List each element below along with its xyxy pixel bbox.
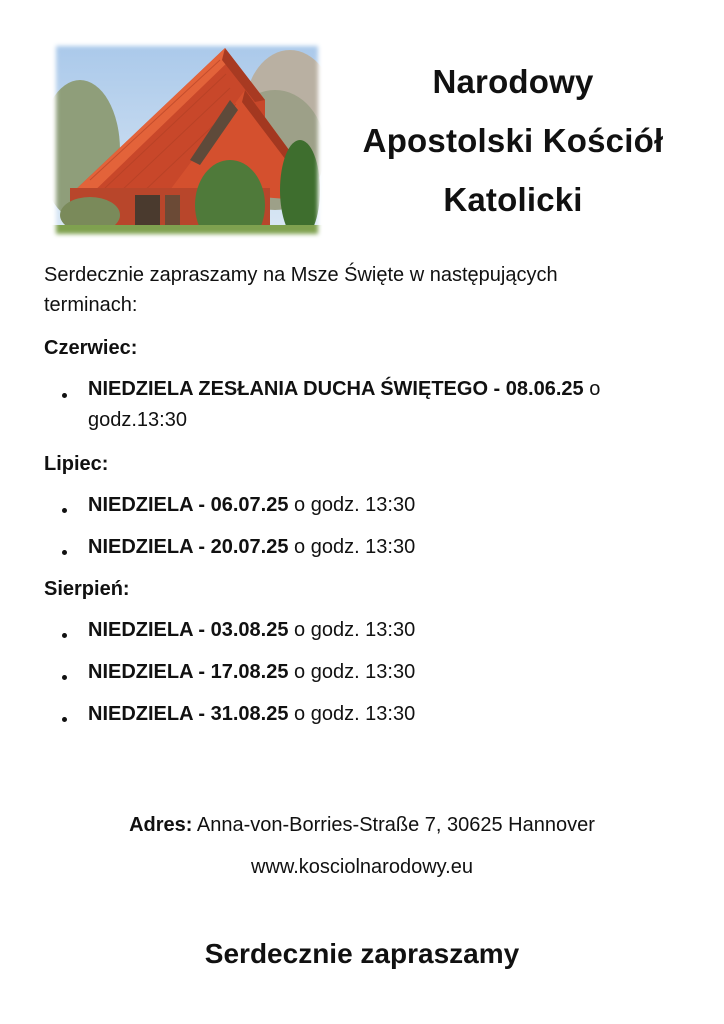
event-time: o godz.13:30 xyxy=(88,378,601,431)
month-heading-june: Czerwiec: xyxy=(44,337,138,359)
address xyxy=(0,814,724,837)
month-heading-august: Sierpień: xyxy=(44,578,130,600)
bullet-icon xyxy=(62,675,67,680)
closing-text: Serdecznie zapraszamy xyxy=(204,938,520,969)
intro-text: Serdecznie zapraszamy na Msze Święte w następujących terminach: xyxy=(44,264,558,316)
bullet-icon xyxy=(62,717,67,722)
title-line-3: Katolicki xyxy=(443,181,583,218)
address-label: Adres: xyxy=(129,814,193,836)
event-time: o godz. 13:30 xyxy=(294,619,416,641)
list-item xyxy=(88,532,648,563)
event-time: o godz. 13:30 xyxy=(294,661,416,683)
website-link[interactable]: www.kosciolnarodowy.eu xyxy=(251,856,473,878)
event-title: NIEDZIELA ZESŁANIA DUCHA ŚWIĘTEGO - 08.06.25 xyxy=(88,378,584,400)
event-title: NIEDZIELA - 03.08.25 xyxy=(88,619,289,641)
list-item xyxy=(88,657,648,688)
month-heading-july: Lipiec: xyxy=(44,453,109,475)
title-line-2: Apostolski Kościół xyxy=(362,122,664,159)
event-time: o godz. 13:30 xyxy=(294,536,416,558)
event-title: NIEDZIELA - 20.07.25 xyxy=(88,536,289,558)
list-item xyxy=(88,490,648,521)
list-item xyxy=(88,615,648,646)
event-title: NIEDZIELA - 17.08.25 xyxy=(88,661,289,683)
list-item xyxy=(88,699,648,730)
page-title xyxy=(338,52,688,229)
list-item xyxy=(88,374,648,436)
event-title: NIEDZIELA - 06.07.25 xyxy=(88,494,289,516)
event-time: o godz. 13:30 xyxy=(294,494,416,516)
bullet-icon xyxy=(62,550,67,555)
bullet-icon xyxy=(62,633,67,638)
event-time: o godz. 13:30 xyxy=(294,703,416,725)
address-value: Anna-von-Borries-Straße 7, 30625 Hannover xyxy=(196,814,595,836)
title-line-1: Narodowy xyxy=(432,63,594,100)
church-photo xyxy=(50,40,324,240)
bullet-icon xyxy=(62,508,67,513)
bullet-icon xyxy=(62,393,67,398)
event-title: NIEDZIELA - 31.08.25 xyxy=(88,703,289,725)
